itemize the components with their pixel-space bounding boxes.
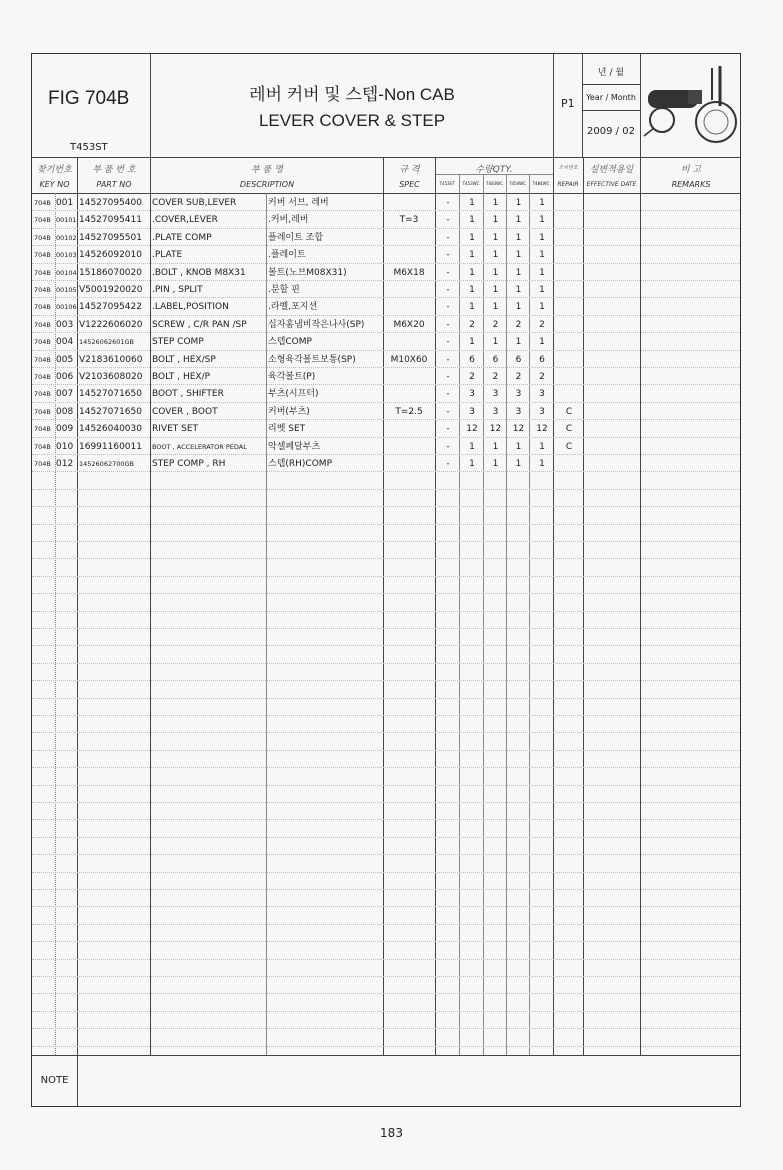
description-kr: 플레이트 조합 <box>268 232 324 243</box>
column-header-bottom <box>31 193 741 194</box>
date-divider <box>582 84 640 85</box>
row-gridline <box>32 715 740 716</box>
qty-t483wc: 12 <box>489 424 502 435</box>
row-gridline <box>32 628 740 629</box>
part-number: 16991160011 <box>79 441 142 452</box>
row-gridline <box>32 767 740 768</box>
col-desc-kr: 부 품 명 <box>251 165 283 175</box>
description-kr: 스텝(RH)COMP <box>268 459 332 469</box>
row-gridline <box>32 993 740 994</box>
qty-t483wc: 1 <box>492 267 499 278</box>
col-remarks-kr: 비 고 <box>680 165 702 175</box>
qty-t453wc: 6 <box>469 354 475 365</box>
date-label-en: Year / Month <box>586 93 636 102</box>
description-en: STEP COMP <box>152 337 204 348</box>
description-en: BOLT , HEX/SP <box>152 354 216 365</box>
description-en: BOOT , ACCELERATOR PEDAL <box>152 442 247 451</box>
part-number: V2103608020 <box>79 372 143 382</box>
qty-t453st: - <box>446 267 450 278</box>
part-number: 14527071650 <box>79 406 142 417</box>
part-number: 15186070020 <box>79 267 142 278</box>
row-gridline <box>32 315 740 316</box>
repair-code: C <box>565 406 573 417</box>
qty-t484wc: 1 <box>539 337 545 348</box>
row-gridline <box>32 471 740 472</box>
qty-t454wc: 1 <box>515 302 522 313</box>
qty-t453wc: 1 <box>469 215 475 226</box>
row-gridline <box>32 645 740 646</box>
header-divider <box>31 157 741 158</box>
header-vline-1 <box>150 53 151 157</box>
qty-t483wc: 3 <box>492 389 499 400</box>
key-sub: 00106 <box>56 303 77 312</box>
qty-t453wc: 1 <box>469 232 475 243</box>
part-number: V2183610060 <box>79 354 143 365</box>
row-gridline <box>32 1011 740 1012</box>
row-gridline <box>32 750 740 751</box>
row-gridline <box>32 837 740 838</box>
qty-t454wc: 1 <box>515 285 522 295</box>
key-prefix: 704B <box>34 320 51 329</box>
qty-t453st: - <box>446 232 450 243</box>
qty-t484wc: 3 <box>539 406 545 417</box>
col-spec-en: SPEC <box>399 180 420 189</box>
qty-t453st: - <box>446 389 450 400</box>
page-code: P1 <box>561 97 575 110</box>
qty-t453wc: 1 <box>469 198 475 208</box>
key-prefix: 704B <box>34 390 51 399</box>
key-prefix: 704B <box>34 199 51 207</box>
qty-t483wc: 3 <box>492 406 499 417</box>
qty-t454wc: 1 <box>515 250 522 261</box>
row-gridline <box>32 245 740 246</box>
key-sub: 009 <box>56 424 74 435</box>
part-number: 14527095400 <box>79 198 142 208</box>
description-kr: 리벳 SET <box>268 424 306 435</box>
part-number: 14527095422 <box>79 302 142 313</box>
qty-t453wc: 3 <box>469 406 475 417</box>
qty-t483wc: 1 <box>492 337 499 348</box>
description-kr: 소형육각볼트보통(SP) <box>268 354 356 365</box>
qty-t454wc: 3 <box>515 406 522 417</box>
key-prefix: 704B <box>34 268 51 277</box>
spec: T=2.5 <box>395 406 423 417</box>
qty-t484wc: 1 <box>539 267 545 278</box>
col-key-kr: 찾기번호 <box>37 165 72 175</box>
description-en: .PLATE <box>152 250 183 261</box>
row-gridline <box>32 976 740 977</box>
row-gridline <box>32 680 740 681</box>
description-en: .COVER,LEVER <box>152 215 218 226</box>
qty-t483wc: 1 <box>492 302 499 313</box>
description-en: SCREW , C/R PAN /SP <box>152 319 247 330</box>
qty-t453st: - <box>446 354 450 365</box>
row-gridline <box>32 819 740 820</box>
col-part-kr: 부 품 번 호 <box>92 165 136 175</box>
row-gridline <box>32 732 740 733</box>
part-number: 14527071650 <box>79 389 142 400</box>
col-remarks-en: REMARKS <box>671 180 711 189</box>
description-kr: 커버(부츠) <box>268 406 310 417</box>
title-kr: 레버 커버 및 스텝-Non CAB <box>249 85 455 104</box>
row-gridline <box>32 506 740 507</box>
qty-t484wc: 1 <box>539 198 545 208</box>
row-gridline <box>32 297 740 298</box>
spec: M6X20 <box>393 319 425 330</box>
spec: M6X18 <box>393 267 425 278</box>
qty-t454wc: 2 <box>515 372 522 382</box>
col-eff-kr: 설변적용일 <box>589 165 634 175</box>
qty-t454wc: 3 <box>515 389 522 400</box>
qty-model-4: T454WC <box>509 181 526 186</box>
description-en: .PIN , SPLIT <box>152 285 203 295</box>
qty-t483wc: 1 <box>492 198 499 208</box>
qty-t484wc: 2 <box>539 372 545 382</box>
note-vline <box>77 1055 78 1107</box>
qty-t454wc: 1 <box>515 441 522 452</box>
row-gridline <box>32 1046 740 1047</box>
key-sub: 008 <box>56 406 74 417</box>
col-line-eff <box>640 157 641 1055</box>
description-kr: 스텝COMP <box>268 337 312 348</box>
row-gridline <box>32 854 740 855</box>
row-gridline <box>32 558 740 559</box>
qty-t453st: - <box>446 406 450 417</box>
qty-model-3: T483WC <box>486 181 503 186</box>
qty-t484wc: 1 <box>539 302 545 313</box>
row-gridline <box>32 280 740 281</box>
part-number: 14526062700GB <box>79 460 134 468</box>
row-gridline <box>32 889 740 890</box>
qty-t454wc: 1 <box>515 459 522 469</box>
qty-t484wc: 1 <box>539 285 545 295</box>
col-repair-en: REPAIR <box>557 181 579 188</box>
qty-t484wc: 6 <box>539 354 545 365</box>
row-gridline <box>32 350 740 351</box>
row-gridline <box>32 872 740 873</box>
qty-t453wc: 12 <box>466 424 478 435</box>
description-kr: .커버,레버 <box>268 215 309 226</box>
qty-t454wc: 6 <box>515 354 522 365</box>
qty-t453wc: 2 <box>469 372 475 382</box>
description-kr: 육각볼트(P) <box>268 372 316 382</box>
qty-model-2: T453WC <box>462 181 480 186</box>
key-prefix: 704B <box>34 216 51 225</box>
row-gridline <box>32 698 740 699</box>
qty-t454wc: 1 <box>515 267 522 278</box>
qty-model-5: T484WC <box>532 181 550 186</box>
row-gridline <box>32 541 740 542</box>
key-prefix: 704B <box>34 407 51 416</box>
qty-t483wc: 1 <box>492 215 499 226</box>
qty-t454wc: 1 <box>515 215 522 226</box>
description-en: STEP COMP , RH <box>152 459 226 469</box>
qty-t454wc: 1 <box>515 337 522 348</box>
key-prefix: 704B <box>34 251 51 260</box>
row-gridline <box>32 437 740 438</box>
qty-t484wc: 1 <box>539 459 545 469</box>
key-prefix: 704B <box>34 425 51 434</box>
qty-t484wc: 1 <box>539 215 545 226</box>
key-sub: 012 <box>56 459 74 469</box>
key-sub: 00104 <box>56 268 77 277</box>
key-sub: 007 <box>56 389 74 400</box>
qty-t453wc: 3 <box>469 389 475 400</box>
qty-t454wc: 12 <box>512 424 525 435</box>
qty-t453st: - <box>446 441 450 452</box>
row-gridline <box>32 785 740 786</box>
row-gridline <box>32 419 740 420</box>
part-number: 14526092010 <box>79 250 142 261</box>
part-number: 14526040030 <box>79 424 142 435</box>
col-eff-en: EFFECTIVE DATE <box>586 181 637 188</box>
row-gridline <box>32 906 740 907</box>
key-prefix: 704B <box>34 442 51 451</box>
key-prefix: 704B <box>34 233 51 242</box>
key-sub: 006 <box>56 372 74 382</box>
qty-t484wc: 1 <box>539 441 545 452</box>
description-en: .PLATE COMP <box>152 232 212 243</box>
qty-t453st: - <box>446 285 450 295</box>
row-gridline <box>32 367 740 368</box>
qty-t453st: - <box>446 459 450 469</box>
description-en: COVER , BOOT <box>152 406 218 417</box>
description-en: RIVET SET <box>152 424 199 435</box>
qty-t453st: - <box>446 372 450 382</box>
row-gridline <box>32 402 740 403</box>
key-sub: 00105 <box>56 286 77 294</box>
description-en: BOLT , HEX/P <box>152 372 211 382</box>
description-en: .LABEL,POSITION <box>152 302 229 313</box>
repair-code: C <box>565 424 573 435</box>
key-sub: 004 <box>56 337 74 348</box>
key-sub: 005 <box>56 354 74 365</box>
qty-t453st: - <box>446 198 450 208</box>
col-desc-en: DESCRIPTION <box>239 180 295 189</box>
qty-t453wc: 1 <box>469 267 475 278</box>
qty-t483wc: 2 <box>492 372 499 382</box>
qty-t453st: - <box>446 215 450 226</box>
fig-label: FIG 704B <box>48 88 130 109</box>
row-gridline <box>32 802 740 803</box>
key-sub: 003 <box>56 319 74 330</box>
col-repair-kr: 조치번호 <box>558 165 578 171</box>
description-kr: .플레이트 <box>268 250 306 261</box>
col-part-en: PART NO <box>96 180 132 189</box>
qty-t483wc: 2 <box>492 319 499 330</box>
part-number: 14527095411 <box>79 215 142 226</box>
key-prefix: 704B <box>34 460 51 468</box>
qty-t484wc: 2 <box>539 319 545 330</box>
qty-t483wc: 6 <box>492 354 499 365</box>
model-label: T453ST <box>70 142 108 153</box>
qty-model-1: T453ST <box>439 181 455 186</box>
part-number: V1222606020 <box>79 319 143 330</box>
title-en: LEVER COVER & STEP <box>258 111 446 130</box>
header-vline-2 <box>553 53 554 157</box>
qty-t453st: - <box>446 337 450 348</box>
row-gridline <box>32 611 740 612</box>
date-label-kr: 년 / 월 <box>597 68 625 78</box>
qty-t454wc: 1 <box>515 198 522 208</box>
col-qty-kr: 수량QTY. <box>475 165 513 175</box>
row-gridline <box>32 454 740 455</box>
row-gridline <box>32 959 740 960</box>
description-kr: .라벨,포지션 <box>268 302 318 313</box>
qty-t454wc: 2 <box>515 319 522 330</box>
key-sub: 010 <box>56 441 74 452</box>
part-number: V5001920020 <box>79 285 143 295</box>
description-kr: 부츠(시프터) <box>268 389 319 400</box>
col-spec-kr: 규 격 <box>399 165 420 175</box>
key-sub: 00103 <box>56 251 77 260</box>
row-gridline <box>32 384 740 385</box>
key-sub: 00102 <box>56 233 77 242</box>
key-prefix: 704B <box>34 355 51 364</box>
tractor-icon <box>642 60 738 146</box>
row-gridline <box>32 228 740 229</box>
row-gridline <box>32 524 740 525</box>
row-gridline <box>32 924 740 925</box>
row-gridline <box>32 1028 740 1029</box>
key-sub: 001 <box>56 198 74 208</box>
spec: M10X60 <box>390 354 428 365</box>
key-prefix: 704B <box>34 373 51 381</box>
description-en: BOOT , SHIFTER <box>152 389 224 400</box>
key-prefix: 704B <box>34 338 51 347</box>
repair-code: C <box>565 441 573 452</box>
header-vline-4 <box>640 53 641 157</box>
col-line-repair <box>583 157 584 1055</box>
row-gridline <box>32 663 740 664</box>
qty-t483wc: 1 <box>492 459 499 469</box>
row-gridline <box>32 941 740 942</box>
qty-t483wc: 1 <box>492 232 499 243</box>
col-line-desc-kr <box>266 193 267 1055</box>
key-prefix: 704B <box>34 303 51 312</box>
part-number: 14527095501 <box>79 232 142 243</box>
date-divider-2 <box>582 110 640 111</box>
qty-t484wc: 1 <box>539 250 545 261</box>
qty-t453st: - <box>446 302 450 313</box>
qty-t483wc: 1 <box>492 285 499 295</box>
description-en: COVER SUB,LEVER <box>152 198 237 208</box>
description-kr: 악셀페달부츠 <box>268 441 321 452</box>
description-kr: 커버 서브, 레버 <box>268 198 329 208</box>
qty-t484wc: 3 <box>539 389 545 400</box>
col-key-en: KEY NO <box>39 180 70 189</box>
row-gridline <box>32 332 740 333</box>
qty-t453wc: 1 <box>469 302 475 313</box>
description-kr: 볼트(노브M08X31) <box>268 267 347 278</box>
qty-t453wc: 1 <box>469 250 475 261</box>
qty-t483wc: 1 <box>492 441 499 452</box>
key-sub: 00101 <box>56 216 77 225</box>
row-gridline <box>32 263 740 264</box>
description-kr: 십자홈냄비작은나사(SP) <box>268 319 365 330</box>
qty-t453st: - <box>446 250 450 261</box>
qty-t453wc: 2 <box>469 319 475 330</box>
qty-t453wc: 1 <box>469 441 475 452</box>
part-number: 14526062601GB <box>79 338 134 347</box>
qty-t483wc: 1 <box>492 250 499 261</box>
date-value: 2009 / 02 <box>587 126 635 137</box>
page-number: 183 <box>380 1126 403 1140</box>
row-gridline <box>32 593 740 594</box>
description-kr: .분할 핀 <box>268 285 300 295</box>
qty-t454wc: 1 <box>515 232 522 243</box>
qty-t453st: - <box>446 424 450 435</box>
description-en: .BOLT , KNOB M8X31 <box>152 267 246 278</box>
note-divider <box>31 1055 741 1056</box>
qty-t453wc: 1 <box>469 459 475 469</box>
row-gridline <box>32 210 740 211</box>
note-label: NOTE <box>40 1075 69 1086</box>
row-gridline <box>32 489 740 490</box>
qty-t453wc: 1 <box>469 337 475 348</box>
qty-t484wc: 1 <box>539 232 545 243</box>
row-gridline <box>32 576 740 577</box>
qty-t484wc: 12 <box>536 424 548 435</box>
spec: T=3 <box>399 215 419 226</box>
key-prefix: 704B <box>34 286 51 294</box>
qty-t453st: - <box>446 319 450 330</box>
qty-t453wc: 1 <box>469 285 475 295</box>
